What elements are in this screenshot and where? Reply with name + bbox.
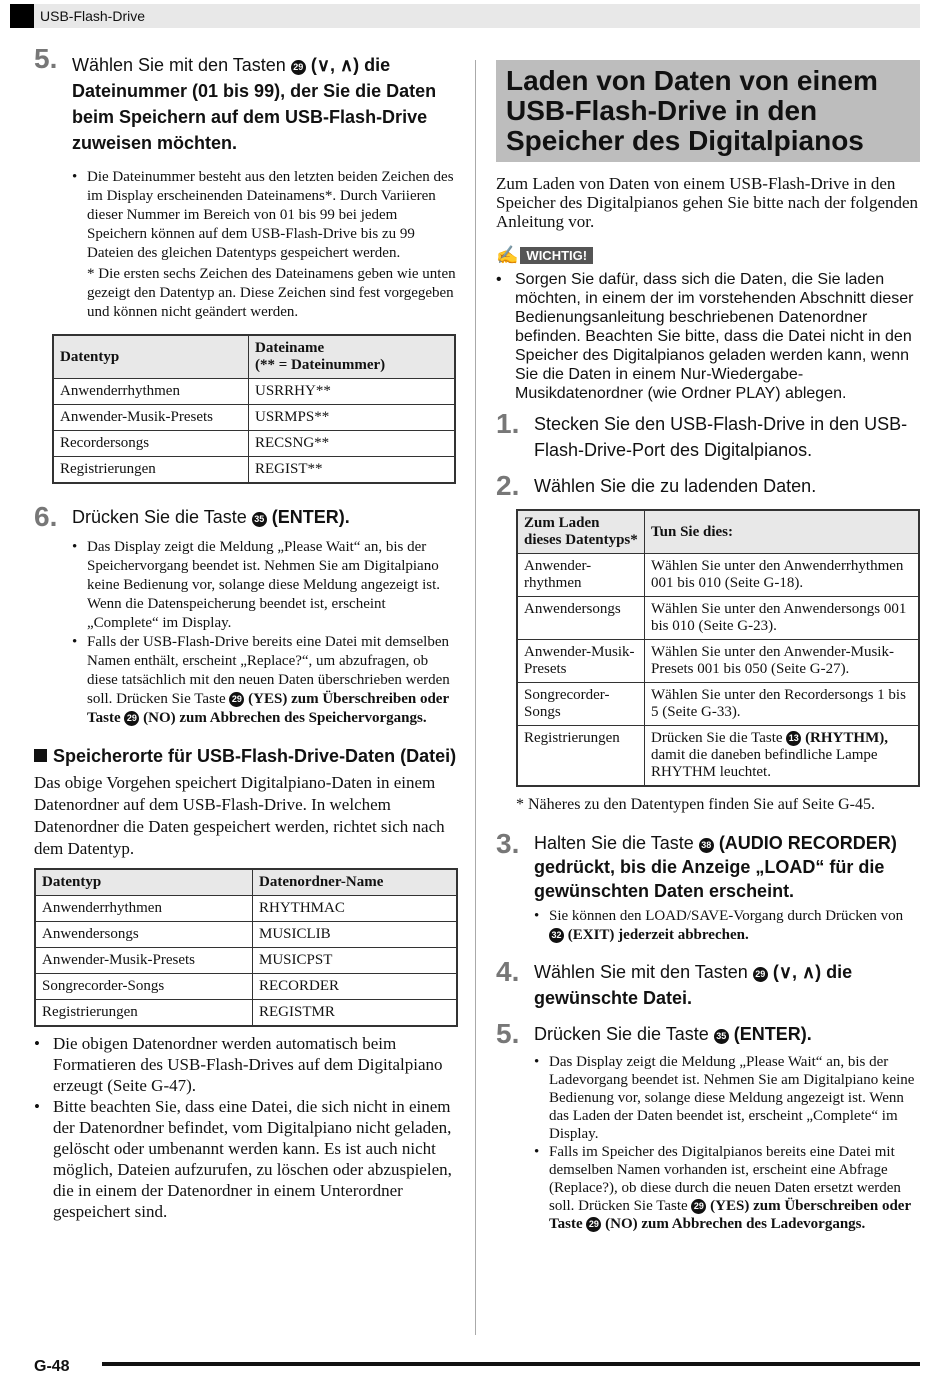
table-cell: RECORDER — [253, 974, 458, 1000]
table-row — [35, 896, 457, 922]
bullet-text: Das Display zeigt die Meldung „Please Wait“ an, bis der Ladevorgang beendet ist. Nehmen Sie am Digitalpiano keine Bedienung vor, solange diese Meldung angezeigt ist. Wenn das Laden der Daten beendet ist, erscheint „Complete“ im Display. — [549, 1054, 915, 1142]
list-item: • Das Display zeigt die Meldung „Please Wait“ an, bis der Ladevorgang beendet ist. Nehmen Sie am Digitalpiano keine Bedienung vor, solange diese Meldung angezeigt ist. Wenn das Laden der Daten beendet ist, erscheint „Complete“ im Display. — [534, 1053, 920, 1143]
table-row — [517, 683, 919, 726]
table-header: Datentyp — [53, 335, 249, 379]
list-item: • Sie können den LOAD/SAVE-Vorgang durch Drücken von 32 (EXIT) jederzeit abbrechen. — [534, 907, 920, 945]
step-number: 6. — [34, 501, 58, 532]
table-row — [35, 974, 457, 1000]
filename-table — [52, 334, 456, 484]
header-title: USB-Flash-Drive — [40, 8, 146, 24]
step-number: 2. — [496, 470, 520, 501]
step-5-save — [34, 44, 458, 156]
key-29-icon: 29 — [586, 1217, 601, 1232]
step-text-rest: (∨, ∧) die gewünschte Datei. — [534, 962, 853, 1008]
bullet-text — [87, 633, 458, 728]
column-divider — [475, 60, 476, 1335]
bullet-text-part: (NO) zum Abbrechen des Ladevorgangs. — [605, 1216, 866, 1232]
bullet-text: Die obigen Datenordner werden automatisch beim Formatieren des USB-Flash-Drives auf dem Digitalpiano erzeugt (Seite G-47). — [53, 1034, 443, 1095]
key-29-icon: 29 — [291, 60, 306, 75]
bullet-text: Die Dateinummer besteht aus den letzten beiden Zeichen des im Display erscheinenden Dateinamens*. Durch Variieren dieser Nummer im Bereich von 01 bis 99 bei jedem Speichern können auf dem USB-Flash-Drive bis zu 99 Dateien des gleichen Datentyps gespeichert werden. — [87, 169, 454, 261]
cell-text: (RHYTHM), — [805, 730, 888, 746]
table-cell: Registrierungen — [35, 1000, 253, 1027]
step-number: 4. — [496, 956, 520, 987]
step-number: 5. — [496, 1018, 520, 1049]
section-heading — [34, 744, 458, 768]
step-2-load — [496, 471, 920, 501]
table-cell: Anwendersongs — [517, 597, 645, 640]
table-row — [53, 457, 455, 484]
key-29-icon: 29 — [753, 967, 768, 982]
key-35-icon: 35 — [714, 1029, 729, 1044]
table-row — [517, 726, 919, 787]
table-cell: Anwendersongs — [35, 922, 253, 948]
list-item: • Das Display zeigt die Meldung „Please Wait“ an, bis der Speichervorgang beendet ist. Nehmen Sie am Digitalpiano keine Bedienung vor, solange diese Meldung angezeigt ist. Wenn die Datenspeicherung beendet ist, erscheint „Complete“ im Display. — [72, 538, 458, 633]
step-number: 5. — [34, 43, 58, 74]
table-header-line: (** = Dateinummer) — [255, 357, 386, 373]
list-item: • Sorgen Sie dafür, dass sich die Daten, die Sie laden möchten, in einem der im vorstehenden Abschnitt dieser Bedienungsanleitung beschriebenen Datenordner befinden. Beachten Sie bitte, dass die Datei nicht in den Speicher des Digitalpianos geladen werden kann, wenn Sie die Daten in einem Nur-Wiedergabe-Musikdatenordner (wie Ordner PLAY) ablegen. — [496, 270, 920, 403]
step-text: Wählen Sie die zu ladenden Daten. — [534, 476, 817, 496]
section-title: Speicherorte für USB-Flash-Drive-Daten (Datei) — [53, 746, 457, 766]
cell-text: damit die daneben befindliche Lampe RHYTHM leuchtet. — [651, 747, 878, 780]
table-cell: Registrierungen — [517, 726, 645, 787]
step-text: Halten Sie die Taste — [534, 833, 694, 853]
table-row — [517, 554, 919, 597]
step-5-load — [496, 1019, 920, 1049]
table-cell: Recordersongs — [53, 431, 249, 457]
step-text-rest: (∨, ∧) die Dateinummer (01 bis 99), der Sie die Daten beim Speichern auf dem USB-Flash-Drive zuweisen möchten. — [72, 55, 437, 153]
list-item: • Bitte beachten Sie, dass eine Datei, die sich nicht in einem der Datenordner befindet, vom Digitalpiano nicht geladen, gelöscht oder umbenannt werden kann. Es ist auch nicht möglich, Dateien aufzurufen, zu löschen oder abzuspielen, die in einem der Datenordner in einem Unterordner gespeichert sind. — [34, 1096, 458, 1222]
table-cell — [645, 726, 920, 787]
step-number: 1. — [496, 408, 520, 439]
table-cell: Wählen Sie unter den Recordersongs 1 bis 5 (Seite G-33). — [645, 683, 920, 726]
table-cell: Anwender-Musik-Presets — [517, 640, 645, 683]
bullet-text-part: Falls der USB-Flash-Drive bereits eine Datei mit demselben Namen enthält, erscheint „Replace?“, um abzufragen, ob diese tatsächlich mit den neuen Daten überschrieben werden soll. Drücken Sie Taste — [87, 634, 450, 707]
bullet-text-part: (YES) zum Überschreiben oder Taste — [87, 691, 449, 726]
table-cell: Anwender-rhythmen — [517, 554, 645, 597]
table-cell: Wählen Sie unter den Anwenderrhythmen 001 bis 010 (Seite G-18). — [645, 554, 920, 597]
footnote: * Näheres zu den Datentypen finden Sie auf Seite G-45. — [516, 796, 875, 813]
table-cell: REGIST** — [249, 457, 456, 484]
table-header: Tun Sie dies: — [645, 510, 920, 554]
step-text-rest: (ENTER). — [733, 1024, 812, 1044]
table-cell: Anwender-Musik-Presets — [53, 405, 249, 431]
step-text: Wählen Sie mit den Tasten — [72, 55, 286, 75]
table-cell: Songrecorder-Songs — [517, 683, 645, 726]
page-number: G-48 — [34, 1358, 70, 1375]
table-cell: Registrierungen — [53, 457, 249, 484]
key-32-icon: 32 — [549, 928, 564, 943]
table-header-line: Dateiname — [255, 340, 325, 356]
table-header: Zum Laden dieses Datentyps* — [517, 510, 645, 554]
table-header: Datentyp — [35, 869, 253, 896]
table-cell: REGISTMR — [253, 1000, 458, 1027]
key-29-icon: 29 — [691, 1199, 706, 1214]
table-cell: USRMPS** — [249, 405, 456, 431]
bullet-text: Sorgen Sie dafür, dass sich die Daten, die Sie laden möchten, in einem der im vorstehenden Abschnitt dieser Bedienungsanleitung beschriebenen Datenordner befinden. Beachten Sie bitte, dass die Datei nicht in den Speicher des Digitalpianos geladen werden kann, wenn Sie die Daten in einem Nur-Wiedergabe-Musikdatenordner (wie Ordner PLAY) ablegen. — [515, 271, 914, 402]
bullet-text — [549, 907, 920, 945]
bullet-text-part: Falls im Speicher des Digitalpianos bereits eine Datei mit demselben Namen vorhanden ist, erscheint eine Abfrage (Replace?), ob diese durch die neuen Daten ersetzt werden soll. Drücken Sie Taste — [549, 1144, 901, 1214]
table-row — [53, 431, 455, 457]
folder-table — [34, 868, 458, 1027]
section-paragraph: Das obige Vorgehen speichert Digitalpiano-Daten in einem Datenordner auf dem USB-Flash-Drive. In welchem Datenordner die Daten gespeichert werden, richtet sich nach dem Datentyp. — [34, 773, 445, 858]
step-text-rest: (ENTER). — [271, 507, 350, 527]
table-cell: Anwender-Musik-Presets — [35, 948, 253, 974]
bullet-text — [549, 1143, 920, 1233]
important-badge: WICHTIG! — [520, 247, 593, 264]
step-text-rest: (AUDIO RECORDER) gedrückt, bis die Anzeige „LOAD“ für die gewünschten Daten erscheint. — [534, 833, 897, 901]
list-item: • Falls der USB-Flash-Drive bereits eine Datei mit demselben Namen enthält, erscheint „Replace?“, um abzufragen, ob diese tatsächlich mit den neuen Daten überschrieben werden soll. Drücken Sie Taste 29 (YES) zum Überschreiben oder Taste 29 (NO) zum Abbrechen des Speichervorgangs. — [72, 633, 458, 728]
step-number: 3. — [496, 828, 520, 859]
table-header — [249, 335, 456, 379]
table-cell: MUSICPST — [253, 948, 458, 974]
table-row — [53, 405, 455, 431]
table-row — [517, 597, 919, 640]
right-column — [496, 60, 920, 1233]
bullet-text: Das Display zeigt die Meldung „Please Wait“ an, bis der Speichervorgang beendet ist. Nehmen Sie am Digitalpiano keine Bedienung vor, solange diese Meldung angezeigt ist. Wenn die Datenspeicherung beendet ist, erscheint „Complete“ im Display. — [87, 539, 441, 631]
bullet-text-part: (EXIT) jederzeit abbrechen. — [567, 927, 749, 943]
cell-text: Drücken Sie die Taste — [651, 730, 783, 746]
load-table — [516, 509, 920, 787]
table-header: Datenordner-Name — [253, 869, 458, 896]
key-13-icon: 13 — [786, 731, 801, 746]
section-heading-box: Laden von Daten von einem USB-Flash-Drive in den Speicher des Digitalpianos — [496, 60, 920, 162]
step-text: Drücken Sie die Taste — [534, 1024, 709, 1044]
table-cell: Anwenderrhythmen — [35, 896, 253, 922]
table-cell: USRRHY** — [249, 379, 456, 405]
key-38-icon: 38 — [699, 838, 714, 853]
table-row — [53, 379, 455, 405]
page-header — [10, 4, 920, 28]
step-text: Stecken Sie den USB-Flash-Drive in den USB-Flash-Drive-Port des Digitalpianos. — [534, 414, 908, 460]
table-cell: Wählen Sie unter den Anwender-Musik-Presets 001 bis 050 (Seite G-27). — [645, 640, 920, 683]
step-4-load — [496, 957, 920, 1011]
table-row — [517, 640, 919, 683]
table-row — [35, 922, 457, 948]
list-item: • Die obigen Datenordner werden automatisch beim Formatieren des USB-Flash-Drives auf dem Digitalpiano erzeugt (Seite G-47). — [34, 1033, 458, 1096]
bullet-text: Bitte beachten Sie, dass eine Datei, die sich nicht in einem der Datenordner befindet, vom Digitalpiano nicht geladen, gelöscht oder umbenannt werden kann. Es ist auch nicht möglich, Dateien aufzurufen, zu löschen oder abzuspielen, die in einem der Datenordner in einem Unterordner gespeichert sind. — [53, 1097, 452, 1221]
list-item: • Die Dateinummer besteht aus den letzten beiden Zeichen des im Display erscheinenden Dateinamens*. Durch Variieren dieser Nummer im Bereich von 01 bis 99 bei jedem Speichern können auf dem USB-Flash-Drive bis zu 99 Dateien des gleichen Datentyps gespeichert werden. — [72, 168, 458, 263]
key-29-icon: 29 — [124, 711, 139, 726]
table-cell: RHYTHMAC — [253, 896, 458, 922]
square-bullet-icon — [34, 749, 47, 762]
table-cell: Anwenderrhythmen — [53, 379, 249, 405]
footer-rule — [102, 1362, 920, 1366]
table-row — [35, 948, 457, 974]
step-3-load — [496, 829, 920, 903]
table-cell: MUSICLIB — [253, 922, 458, 948]
bullet-text-part: (NO) zum Abbrechen des Speichervorgangs. — [143, 710, 427, 726]
footnote: * Die ersten sechs Zeichen des Dateinamens geben wie unten gezeigt den Datentyp an. Diese Zeichen sind fest vorgegeben und können nicht geändert werden. — [87, 266, 456, 320]
step-6-save — [34, 502, 458, 532]
step-text: Wählen Sie mit den Tasten — [534, 962, 748, 982]
step-1-load — [496, 409, 920, 463]
intro-paragraph: Zum Laden von Daten von einem USB-Flash-Drive in den Speicher des Digitalpianos gehen Sie bitte nach der folgenden Anleitung vor. — [496, 174, 919, 231]
bullet-text-part: (YES) zum Überschreiben oder Taste — [549, 1198, 911, 1232]
table-cell: Songrecorder-Songs — [35, 974, 253, 1000]
important-label — [496, 245, 920, 266]
hand-icon: ✍ — [496, 245, 519, 265]
header-marker — [10, 4, 34, 28]
step-text: Drücken Sie die Taste — [72, 507, 247, 527]
table-row — [35, 1000, 457, 1027]
list-item: • Falls im Speicher des Digitalpianos bereits eine Datei mit demselben Namen vorhanden ist, erscheint eine Abfrage (Replace?), ob diese durch die neuen Daten ersetzt werden soll. Drücken Sie Taste 29 (YES) zum Überschreiben oder Taste 29 (NO) zum Abbrechen des Ladevorgangs. — [534, 1143, 920, 1233]
table-cell: RECSNG** — [249, 431, 456, 457]
bullet-text-part: Sie können den LOAD/SAVE-Vorgang durch Drücken von — [549, 908, 904, 924]
key-35-icon: 35 — [252, 512, 267, 527]
left-column — [34, 44, 458, 1222]
key-29-icon: 29 — [229, 692, 244, 707]
table-cell: Wählen Sie unter den Anwendersongs 001 bis 010 (Seite G-23). — [645, 597, 920, 640]
